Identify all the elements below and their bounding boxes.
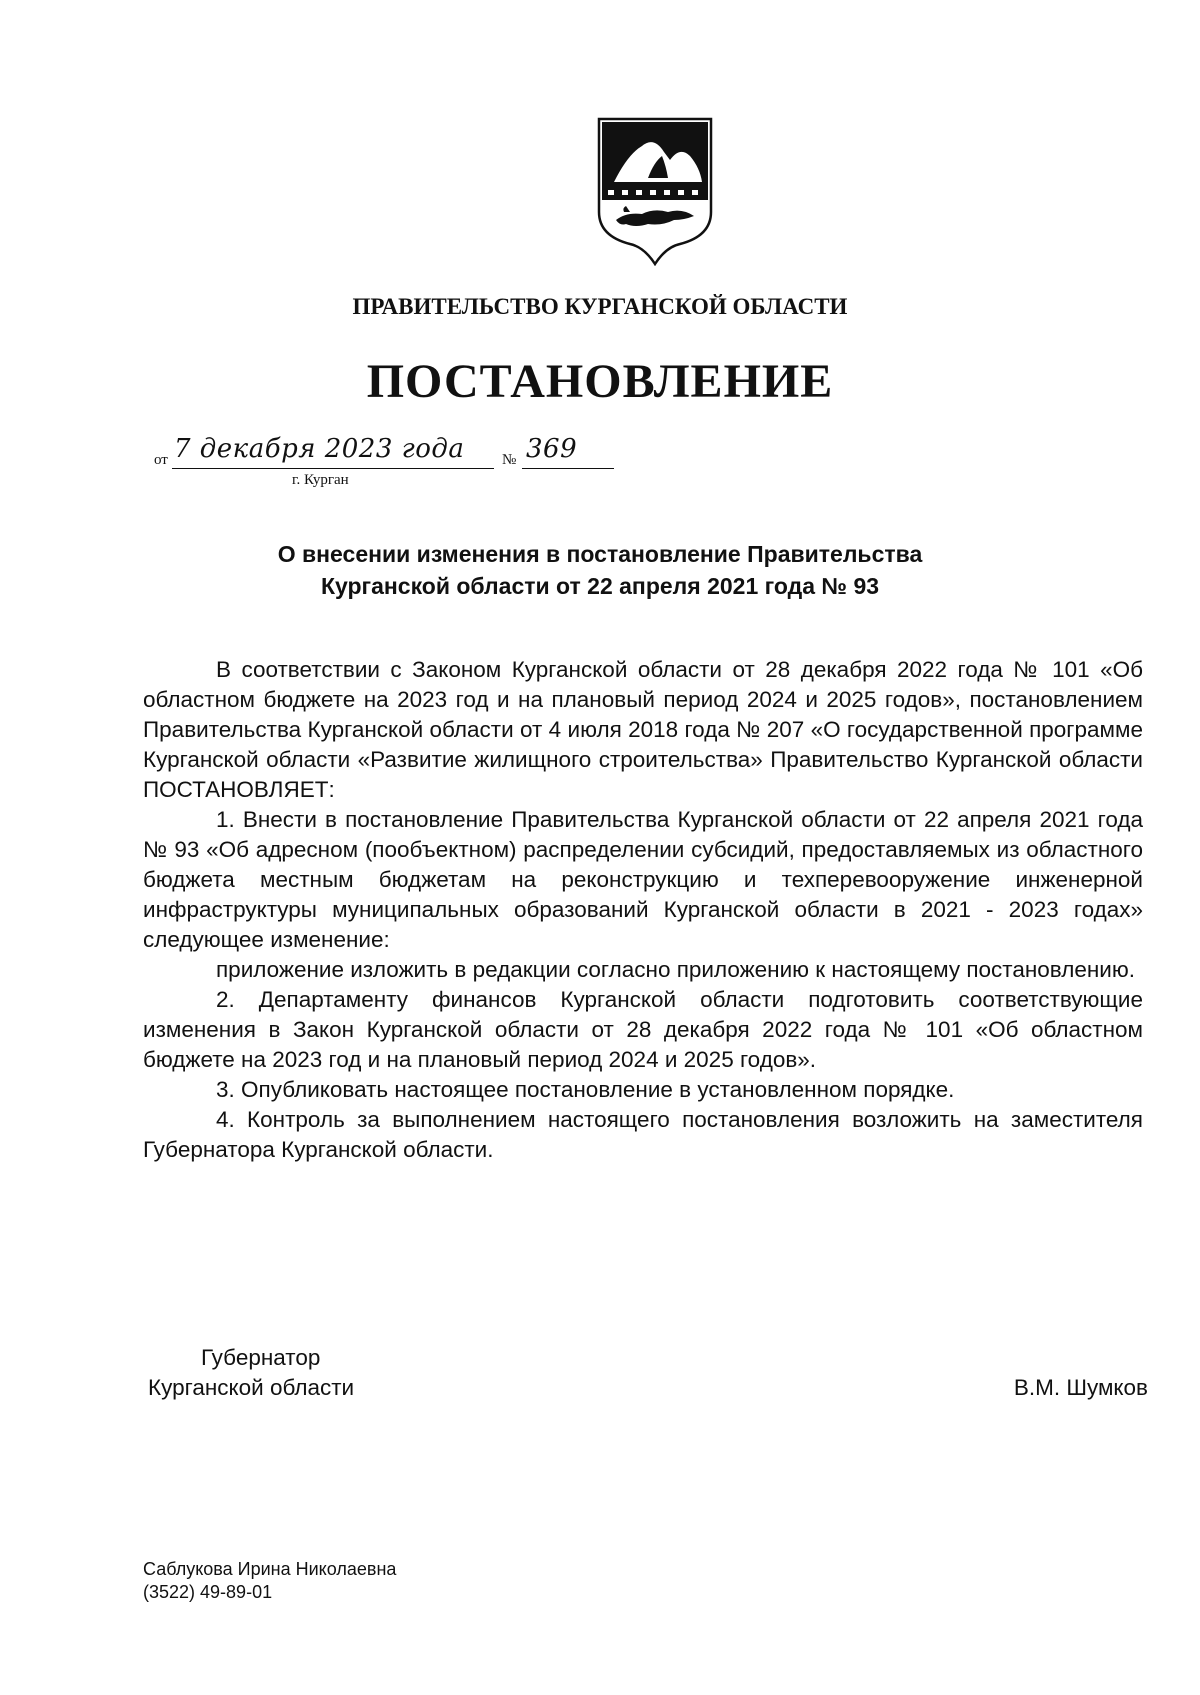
- signatory-title: [148, 1343, 354, 1403]
- document-type-heading: ПОСТАНОВЛЕНИЕ: [366, 355, 834, 408]
- preamble-paragraph: В соответствии с Законом Курганской области от 28 декабря 2022 года № 101 «Об областном бюджете на 2023 год и на плановый период 2024 и 2025 годов», постановлением Правительства Курганской области от 4 июля 2018 года № 207 «О государственной программе Курганской области «Развитие жилищного строительства» Правительство Курганской области ПОСТАНОВЛЯЕТ:: [143, 657, 1143, 802]
- document-body: [143, 655, 1143, 1165]
- item-1-paragraph: 1. Внести в постановление Правительства Курганской области от 22 апреля 2021 года № 93 «Об адресном (пообъектном) распределении субсидий, предоставляемых из областного бюджета местным бюджетам на реконструкцию и техперевооружение инженерной инфраструктуры муниципальных образований Курганской области в 2021 - 2023 годах» следующее изменение:: [143, 807, 1143, 952]
- contact-phone: (3522) 49-89-01: [143, 1582, 273, 1602]
- item-1-detail-paragraph: приложение изложить в редакции согласно приложению к настоящему постановлению.: [216, 957, 1135, 982]
- date-from-label: от: [154, 452, 168, 468]
- contact-block: [143, 1558, 396, 1604]
- document-title: [140, 538, 1060, 602]
- number-underline: [522, 468, 614, 469]
- item-2-paragraph: 2. Департаменту финансов Курганской области подготовить соответствующие изменения в Закон Курганской области от 28 декабря 2022 года № 101 «Об областном бюджете на 2023 год и на плановый период 2024 и 2025 годов».: [143, 987, 1143, 1072]
- contact-name: Саблукова Ирина Николаевна: [143, 1559, 397, 1579]
- handwritten-date: 7 декабря 2023 года: [174, 434, 465, 464]
- item-3-paragraph: 3. Опубликовать настоящее постановление в установленном порядке.: [216, 1077, 955, 1102]
- number-label: №: [502, 452, 517, 468]
- signatory-title-line-2: Курганской области: [148, 1375, 355, 1400]
- date-underline: [172, 468, 494, 469]
- signatory-title-line-1: Губернатор: [201, 1345, 321, 1370]
- date-number-block: [154, 434, 664, 510]
- signatory-name: В.М. Шумков: [1013, 1375, 1148, 1400]
- document-title-line-1: О внесении изменения в постановление Правительства: [277, 541, 923, 567]
- item-4-paragraph: 4. Контроль за выполнением настоящего постановления возложить на заместителя Губернатора Курганской области.: [143, 1107, 1143, 1162]
- coat-of-arms-icon: [596, 116, 714, 266]
- handwritten-number: 369: [526, 434, 578, 464]
- city-label: г. Курган: [292, 472, 349, 488]
- document-title-line-2: Курганской области от 22 апреля 2021 года № 93: [320, 573, 880, 599]
- government-name: ПРАВИТЕЛЬСТВО КУРГАНСКОЙ ОБЛАСТИ: [352, 294, 848, 319]
